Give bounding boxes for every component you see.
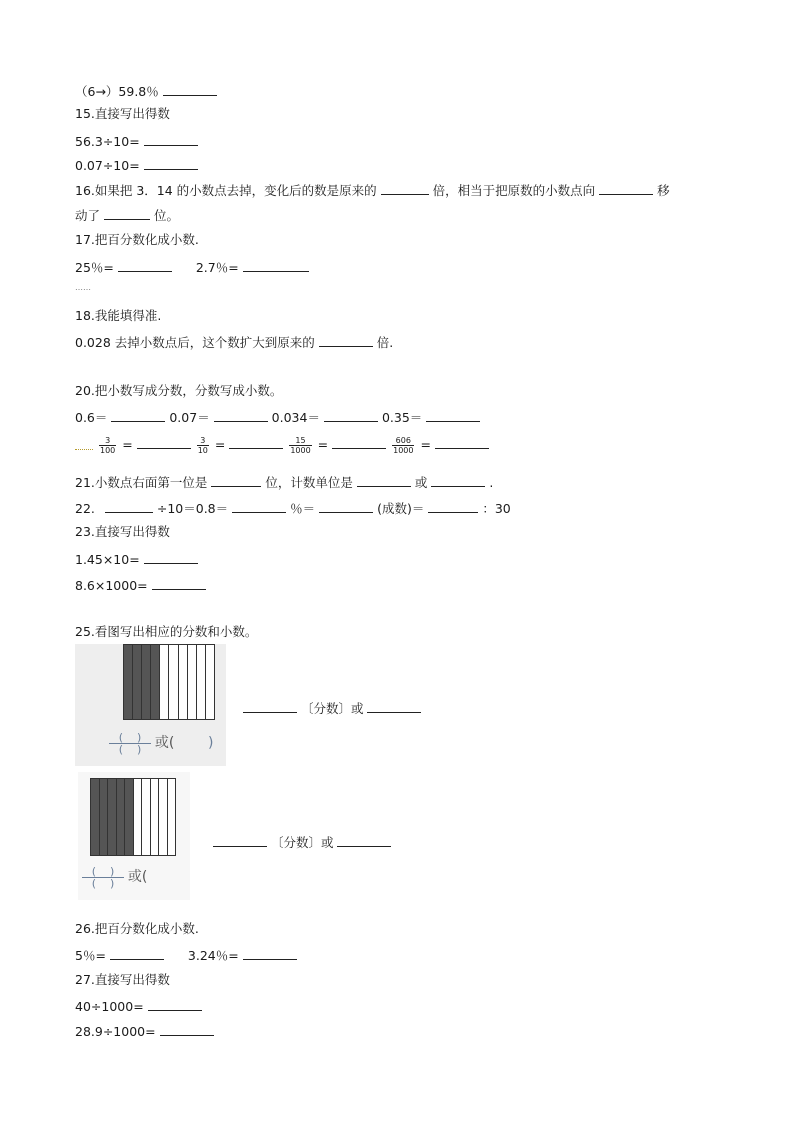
paren-close: ) bbox=[207, 735, 214, 751]
figure-caption bbox=[109, 732, 213, 755]
q25-ans-text: 〔分数〕或 bbox=[270, 835, 334, 850]
caption-or-text: 或( bbox=[127, 869, 148, 885]
q15-a-text: 56.3÷10= bbox=[75, 134, 140, 149]
answer-blank[interactable] bbox=[105, 499, 153, 513]
fraction-denominator: 1000 bbox=[393, 446, 414, 455]
q27-title-text: 27.直接写出得数 bbox=[75, 972, 170, 987]
answer-blank[interactable] bbox=[211, 473, 261, 487]
shaded-column bbox=[142, 645, 151, 719]
paren-close: ) bbox=[110, 877, 115, 890]
fraction-2 bbox=[197, 436, 209, 455]
q25-answer-2 bbox=[213, 833, 391, 851]
empty-column bbox=[169, 645, 178, 719]
answer-blank[interactable] bbox=[111, 408, 165, 422]
answer-blank[interactable] bbox=[148, 997, 202, 1011]
q27-b-text: 28.9÷1000= bbox=[75, 1024, 156, 1039]
q17-items bbox=[75, 258, 309, 276]
empty-column bbox=[151, 779, 160, 855]
q22-b-text: ÷10＝0.8＝ bbox=[156, 501, 229, 516]
shaded-column bbox=[100, 779, 109, 855]
q18-title bbox=[75, 308, 161, 324]
answer-blank[interactable] bbox=[319, 333, 373, 347]
q25-ans-text: 〔分数〕或 bbox=[300, 701, 364, 716]
paren-open: ( bbox=[118, 731, 123, 744]
caption-fraction-placeholder bbox=[109, 732, 151, 755]
q23-item-b bbox=[75, 576, 206, 594]
q17-title bbox=[75, 232, 199, 248]
q25-title-text: 25.看图写出相应的分数和小数。 bbox=[75, 624, 258, 639]
q20-a-text: 0.6＝ bbox=[75, 410, 108, 425]
equals-sign: = bbox=[214, 437, 226, 452]
paren-close: ) bbox=[137, 731, 142, 744]
answer-blank[interactable] bbox=[426, 408, 480, 422]
q18-b-text: 倍. bbox=[376, 335, 394, 350]
fraction-numerator: 3 bbox=[99, 436, 116, 446]
q20-title-text: 20.把小数写成分数，分数写成小数。 bbox=[75, 383, 283, 398]
paren-close: ) bbox=[137, 743, 142, 756]
q20-fractions bbox=[75, 434, 489, 456]
fraction-1 bbox=[99, 436, 116, 455]
equals-sign: = bbox=[122, 437, 133, 452]
answer-blank[interactable] bbox=[214, 408, 268, 422]
q18-a-text: 0.028 去掉小数点后，这个数扩大到原来的 bbox=[75, 335, 315, 350]
q23-b-text: 8.6×1000= bbox=[75, 578, 148, 593]
q26-title bbox=[75, 921, 199, 937]
answer-blank[interactable] bbox=[213, 833, 267, 847]
answer-blank[interactable] bbox=[367, 699, 421, 713]
answer-blank[interactable] bbox=[163, 82, 217, 96]
shaded-column bbox=[133, 645, 142, 719]
q27-item-a bbox=[75, 997, 202, 1015]
q16-text-a: 16.如果把 3．14 的小数点去掉，变化后的数是原来的 bbox=[75, 183, 377, 198]
q27-a-text: 40÷1000= bbox=[75, 999, 144, 1014]
q17-a-text: 25％= bbox=[75, 260, 114, 275]
q16-text-d: 动了 bbox=[75, 208, 101, 223]
q21-d-text: . bbox=[489, 475, 494, 490]
answer-blank[interactable] bbox=[104, 206, 150, 220]
empty-column bbox=[160, 645, 169, 719]
empty-column bbox=[206, 645, 214, 719]
answer-blank[interactable] bbox=[435, 435, 489, 449]
shaded-column bbox=[124, 645, 133, 719]
q23-title bbox=[75, 524, 170, 540]
answer-blank[interactable] bbox=[431, 473, 485, 487]
answer-blank[interactable] bbox=[160, 1022, 214, 1036]
shaded-column bbox=[151, 645, 160, 719]
dots-mark bbox=[75, 280, 91, 296]
q23-a-text: 1.45×10= bbox=[75, 552, 140, 567]
equals-sign: = bbox=[420, 437, 431, 452]
shaded-column bbox=[91, 779, 100, 855]
fraction-numerator: 3 bbox=[197, 436, 209, 446]
q18-item bbox=[75, 333, 393, 351]
shaded-column bbox=[117, 779, 126, 855]
q27-title bbox=[75, 972, 170, 988]
q16-text-c: 移 bbox=[657, 183, 670, 198]
answer-blank[interactable] bbox=[332, 435, 386, 449]
column-grid bbox=[123, 644, 215, 720]
q22-d-text: (成数)＝ bbox=[377, 501, 425, 516]
empty-column bbox=[197, 645, 206, 719]
q26-title-text: 26.把百分数化成小数. bbox=[75, 921, 199, 936]
figure-caption bbox=[82, 866, 147, 889]
q16-line2 bbox=[75, 206, 179, 224]
shaded-column bbox=[125, 779, 134, 855]
answer-blank[interactable] bbox=[324, 408, 378, 422]
figure-grid-1 bbox=[75, 644, 226, 766]
answer-blank[interactable] bbox=[428, 499, 478, 513]
paren-close: ) bbox=[110, 865, 115, 878]
q15-title bbox=[75, 106, 170, 122]
q20-d-text: 0.35＝ bbox=[381, 410, 423, 425]
answer-blank[interactable] bbox=[144, 132, 198, 146]
fraction-denominator: 100 bbox=[99, 446, 116, 455]
q23-item-a bbox=[75, 550, 198, 568]
answer-blank[interactable] bbox=[243, 946, 297, 960]
q17-title-text: 17.把百分数化成小数. bbox=[75, 232, 199, 247]
q26-b-text: 3.24％= bbox=[187, 948, 239, 963]
equals-sign: = bbox=[317, 437, 329, 452]
empty-column bbox=[134, 779, 143, 855]
q25-title bbox=[75, 624, 257, 640]
fraction-denominator: 10 bbox=[197, 446, 208, 455]
paren-open: ( bbox=[91, 865, 96, 878]
answer-blank[interactable] bbox=[337, 833, 391, 847]
empty-column bbox=[142, 779, 151, 855]
empty-column bbox=[188, 645, 197, 719]
line-q14-item6 bbox=[75, 82, 217, 100]
q14-item6-text: （6→）59.8％ bbox=[75, 84, 159, 99]
answer-blank[interactable] bbox=[137, 435, 191, 449]
answer-blank[interactable] bbox=[232, 499, 286, 513]
q17-b-text: 2.7％= bbox=[195, 260, 239, 275]
answer-blank[interactable] bbox=[144, 156, 198, 170]
q26-items bbox=[75, 946, 297, 964]
q16-line1 bbox=[75, 181, 670, 199]
fraction-numerator: 15 bbox=[289, 436, 311, 446]
q16-text-e: 位。 bbox=[153, 208, 179, 223]
q16-text-b: 倍，相当于把原数的小数点向 bbox=[432, 183, 596, 198]
answer-blank[interactable] bbox=[319, 499, 373, 513]
q27-item-b bbox=[75, 1022, 214, 1040]
q15-item-a bbox=[75, 132, 198, 150]
answer-blank[interactable] bbox=[152, 576, 206, 590]
q21-a-text: 21.小数点右面第一位是 bbox=[75, 475, 208, 490]
q20-b-text: 0.07＝ bbox=[169, 410, 210, 425]
q26-a-text: 5％= bbox=[75, 948, 106, 963]
q18-title-text: 18.我能填得准. bbox=[75, 308, 162, 323]
shaded-column bbox=[108, 779, 117, 855]
q20-c-text: 0.034＝ bbox=[271, 410, 320, 425]
fraction-3 bbox=[289, 436, 311, 455]
q22-a-text: 22. bbox=[75, 501, 95, 516]
q22-e-text: ：30 bbox=[482, 501, 511, 516]
caption-or-text: 或( bbox=[154, 735, 175, 751]
caption-denominator bbox=[119, 743, 142, 756]
answer-blank[interactable] bbox=[144, 550, 198, 564]
paren-open: ( bbox=[91, 877, 96, 890]
caption-fraction-placeholder bbox=[82, 866, 124, 889]
empty-column bbox=[159, 779, 168, 855]
answer-blank[interactable] bbox=[229, 435, 283, 449]
q15-item-b bbox=[75, 156, 198, 174]
answer-blank[interactable] bbox=[357, 473, 411, 487]
q20-decimals bbox=[75, 408, 480, 426]
figure-grid-2 bbox=[78, 772, 190, 900]
paren-open: ( bbox=[118, 743, 123, 756]
answer-blank[interactable] bbox=[243, 699, 297, 713]
squiggle-mark bbox=[75, 441, 93, 450]
answer-blank[interactable] bbox=[118, 258, 172, 272]
fraction-denominator: 1000 bbox=[290, 446, 311, 455]
answer-blank[interactable] bbox=[599, 181, 653, 195]
answer-blank[interactable] bbox=[243, 258, 309, 272]
answer-blank[interactable] bbox=[110, 946, 164, 960]
dots-text: …… bbox=[75, 283, 91, 292]
q22-c-text: ％＝ bbox=[290, 501, 316, 516]
caption-denominator bbox=[92, 877, 115, 890]
fraction-4 bbox=[392, 436, 414, 455]
empty-column bbox=[168, 779, 176, 855]
empty-column bbox=[179, 645, 188, 719]
q25-answer-1 bbox=[243, 699, 421, 717]
q22-item bbox=[75, 499, 511, 517]
q15-title-text: 15.直接写出得数 bbox=[75, 106, 170, 121]
column-grid bbox=[90, 778, 176, 856]
q15-b-text: 0.07÷10= bbox=[75, 158, 140, 173]
q20-title bbox=[75, 383, 282, 399]
q21-c-text: 或 bbox=[414, 475, 428, 490]
q21-item bbox=[75, 473, 493, 491]
fraction-numerator: 606 bbox=[392, 436, 414, 446]
answer-blank[interactable] bbox=[381, 181, 429, 195]
q21-b-text: 位，计数单位是 bbox=[265, 475, 353, 490]
q23-title-text: 23.直接写出得数 bbox=[75, 524, 170, 539]
